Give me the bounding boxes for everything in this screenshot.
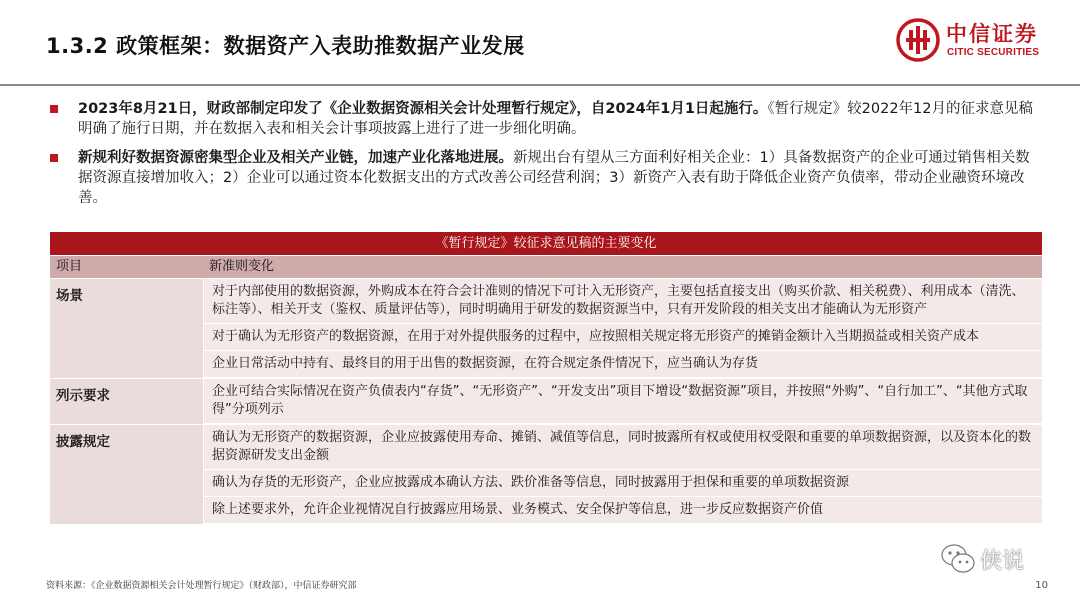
page-number: 10 [1035, 580, 1048, 591]
bullet-text: 新规出台有望从三方面利好相关企业：1）具备数据资产的企业可通过销售相关数据资源直接增加收入；2）企业可以通过资本化数据支出的方式改善公司经营利润；3）新资产入表有助于降低企业资产负债率，带动企业融资环境改善。 [78, 150, 1030, 206]
bullet-item [50, 148, 1040, 208]
citic-logo-icon [896, 18, 940, 62]
bullet-bold-text: 2023年8月21日，财政部制定印发了《企业数据资源相关会计处理暂行规定》，自2024年1月1日起施行。 [78, 101, 768, 117]
table-group-disclosure [50, 424, 1042, 524]
bullet-bold-text: 新规利好数据资源密集型企业及相关产业链，加速产业化落地进展。 [78, 150, 513, 166]
source-note: 资料来源：《企业数据资源相关会计处理暂行规定》（财政部），中信证券研究部 [46, 581, 357, 591]
table-cell: 确认为存货的无形资产，企业应披露成本确认方法、跌价准备等信息，同时披露用于担保和重要的单项数据资源 [203, 470, 1042, 497]
group-cells [203, 425, 1042, 524]
bullet-text: 《暂行规定》较2022年12月的征求意见稿明确了施行日期，并在数据入表和相关会计事项披露上进行了进一步细化明确。 [78, 101, 1034, 137]
table-group-presentation [50, 378, 1042, 424]
title-divider [0, 84, 1080, 86]
logo-en-text: CITIC SECURITIES [947, 47, 1040, 58]
group-label: 场景 [50, 279, 203, 378]
table-cell: 对于内部使用的数据资源，外购成本在符合会计准则的情况下可计入无形资产，主要包括直接支出（购买价款、相关税费）、利用成本（清洗、标注等）、相关开支（鉴权、质量评估等），同时明确用于研发的数据资源当中，只有开发阶段的相关支出才能确认为无形资产 [203, 279, 1042, 324]
table-cell: 除上述要求外，允许企业视情况自行披露应用场景、业务模式、安全保护等信息，进一步反应数据资产价值 [203, 497, 1042, 524]
table-title: 《暂行规定》较征求意见稿的主要变化 [50, 232, 1042, 255]
group-cells [203, 379, 1042, 424]
table-group-scenario [50, 278, 1042, 378]
bullet-item [50, 99, 1040, 139]
table-cell: 确认为无形资产的数据资源，企业应披露使用寿命、摊销、减值等信息，同时披露所有权或使用权受限和重要的单项数据资源，以及资本化的数据资源研发支出金额 [203, 425, 1042, 470]
logo-cn-text: 中信证券 [946, 22, 1038, 46]
bullet-square-icon [50, 105, 58, 113]
group-cells [203, 279, 1042, 378]
column-header-item: 项目 [56, 259, 83, 274]
wechat-icon [940, 542, 976, 576]
group-label: 披露规定 [50, 425, 203, 524]
table-cell: 企业日常活动中持有、最终目的用于出售的数据资源，在符合规定条件情况下，应当确认为存货 [203, 351, 1042, 378]
watermark-text: 侠说 [980, 549, 1025, 574]
changes-table [50, 232, 1042, 524]
table-column-headers [50, 255, 1042, 278]
bullet-list [50, 99, 1040, 217]
table-cell: 企业可结合实际情况在资产负债表内“存货”、“无形资产”、“开发支出”项目下增设“数据资源”项目，并按照“外购”、“自行加工”、“其他方式取得”分项列示 [203, 379, 1042, 424]
column-header-change: 新准则变化 [209, 259, 275, 274]
watermark [940, 540, 1050, 580]
group-label: 列示要求 [50, 379, 203, 424]
table-cell: 对于确认为无形资产的数据资源，在用于对外提供服务的过程中，应按照相关规定将无形资产的摊销金额计入当期损益或相关资产成本 [203, 324, 1042, 351]
page-title: 1.3.2 政策框架：数据资产入表助推数据产业发展 [46, 34, 525, 58]
citic-logo [896, 16, 1056, 68]
bullet-square-icon [50, 154, 58, 162]
